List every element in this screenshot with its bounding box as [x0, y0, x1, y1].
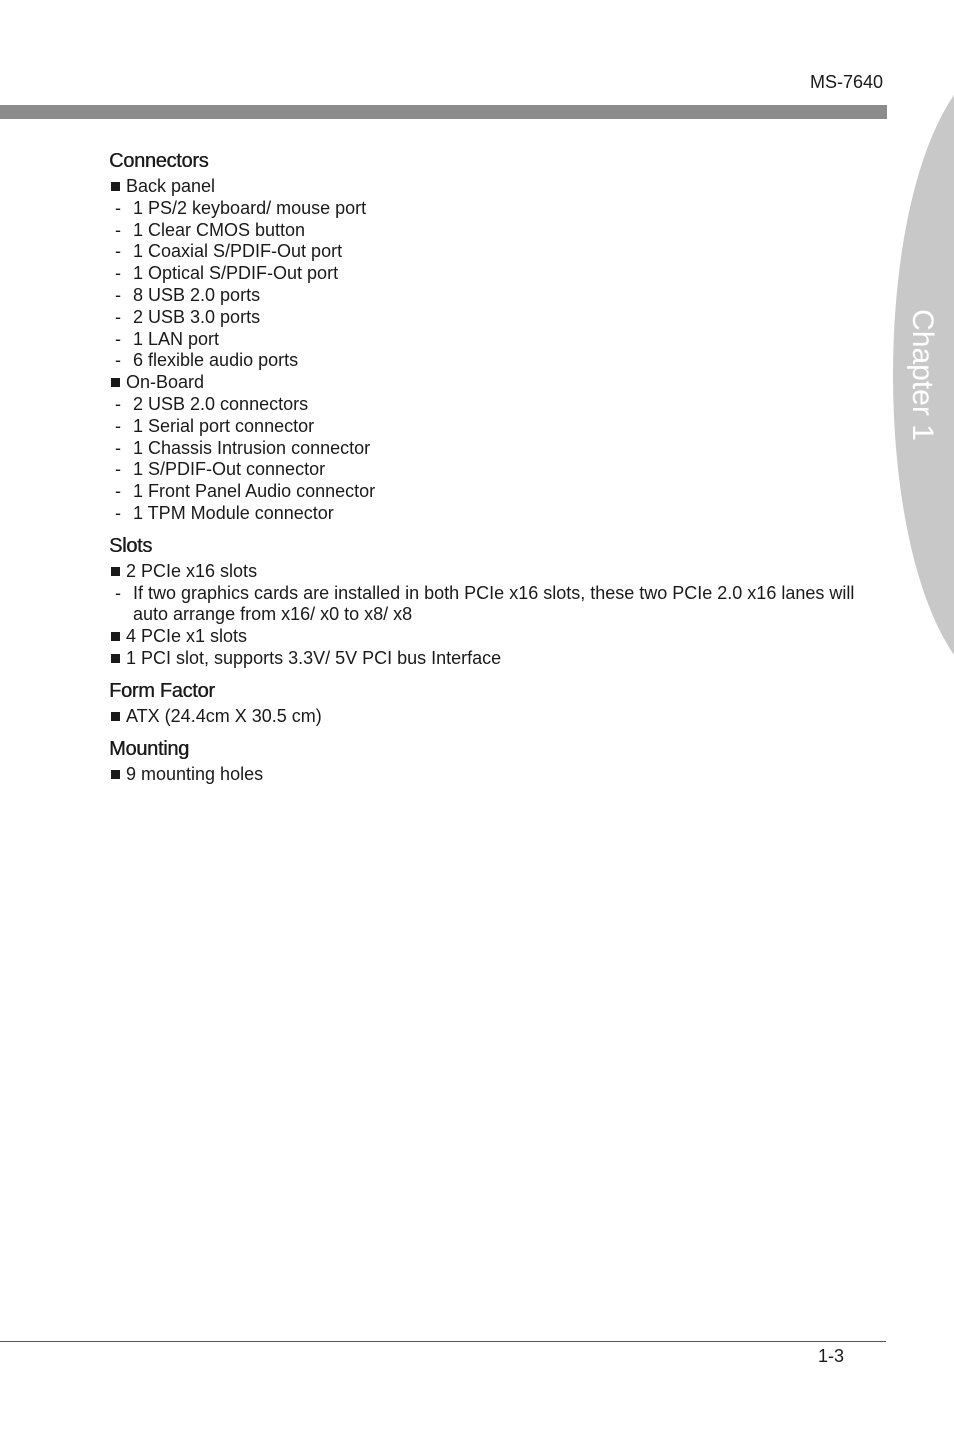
chapter-tab — [893, 95, 954, 655]
bullet-item-text: Back panel — [126, 176, 216, 196]
bullet-item — [109, 626, 869, 648]
bullet-item-text: 2 PCIe x16 slots — [126, 560, 258, 581]
bullet-item — [109, 648, 869, 670]
sub-item: - 2 USB 2.0 connectors — [109, 394, 869, 416]
sub-item: - 1 Coaxial S/PDIF-Out port — [109, 241, 869, 263]
section-title: Form Factor — [109, 679, 215, 702]
section-title: Mounting — [109, 737, 189, 760]
sub-item: - 1 Optical S/PDIF-Out port — [109, 263, 869, 285]
sub-item: - 1 LAN port — [109, 329, 869, 351]
sub-item: - 6 flexible audio ports — [109, 350, 869, 372]
section — [109, 738, 869, 786]
section-title: Slots — [109, 534, 152, 557]
bullet-item-text: On-Board — [126, 372, 205, 393]
bullet-list — [109, 706, 869, 728]
bullet-item-text: ATX (24.4cm X 30.5 cm) — [126, 705, 322, 726]
bullet-item — [109, 706, 869, 728]
section — [109, 680, 869, 728]
sub-item: - 2 USB 3.0 ports — [109, 307, 869, 329]
sub-item: - 1 Chassis Intrusion connector — [109, 438, 869, 460]
bullet-list — [109, 764, 869, 786]
section — [109, 150, 869, 525]
sub-item: - 1 TPM Module connector — [109, 503, 869, 525]
bullet-item-text: 1 PCI slot, supports 3.3V/ 5V PCI bus Interface — [126, 647, 502, 668]
bullet-item — [109, 372, 869, 394]
sub-list — [109, 583, 869, 627]
sub-list — [109, 394, 869, 525]
footer-rule — [0, 1341, 886, 1342]
header-bar — [0, 105, 887, 119]
sub-item: - 1 Clear CMOS button — [109, 220, 869, 242]
bullet-list — [109, 176, 869, 525]
spec-content — [109, 150, 869, 795]
sub-item: - If two graphics cards are installed in both PCIe x16 slots, these two PCIe 2.0 x16 lanes will auto arrange from x16/ x0 to x8/ x8 — [109, 583, 869, 627]
section-title: Connectors — [109, 150, 209, 172]
sub-item: - 1 PS/2 keyboard/ mouse port — [109, 198, 869, 220]
bullet-item-text: 9 mounting holes — [126, 763, 264, 784]
model-number: MS-7640 — [809, 72, 883, 92]
bullet-item — [109, 561, 869, 583]
sub-item: - 1 S/PDIF-Out connector — [109, 459, 869, 481]
bullet-item — [109, 764, 869, 786]
section — [109, 535, 869, 670]
sub-list — [109, 198, 869, 372]
page-number: 1-3 — [818, 1346, 845, 1366]
chapter-tab-label: Chapter 1 — [906, 309, 939, 441]
sub-item: - 1 Front Panel Audio connector — [109, 481, 869, 503]
bullet-item-text: 4 PCIe x1 slots — [126, 626, 248, 647]
sub-item: - 8 USB 2.0 ports — [109, 285, 869, 307]
sub-item: - 1 Serial port connector — [109, 416, 869, 438]
bullet-item — [109, 176, 869, 198]
bullet-list — [109, 561, 869, 670]
